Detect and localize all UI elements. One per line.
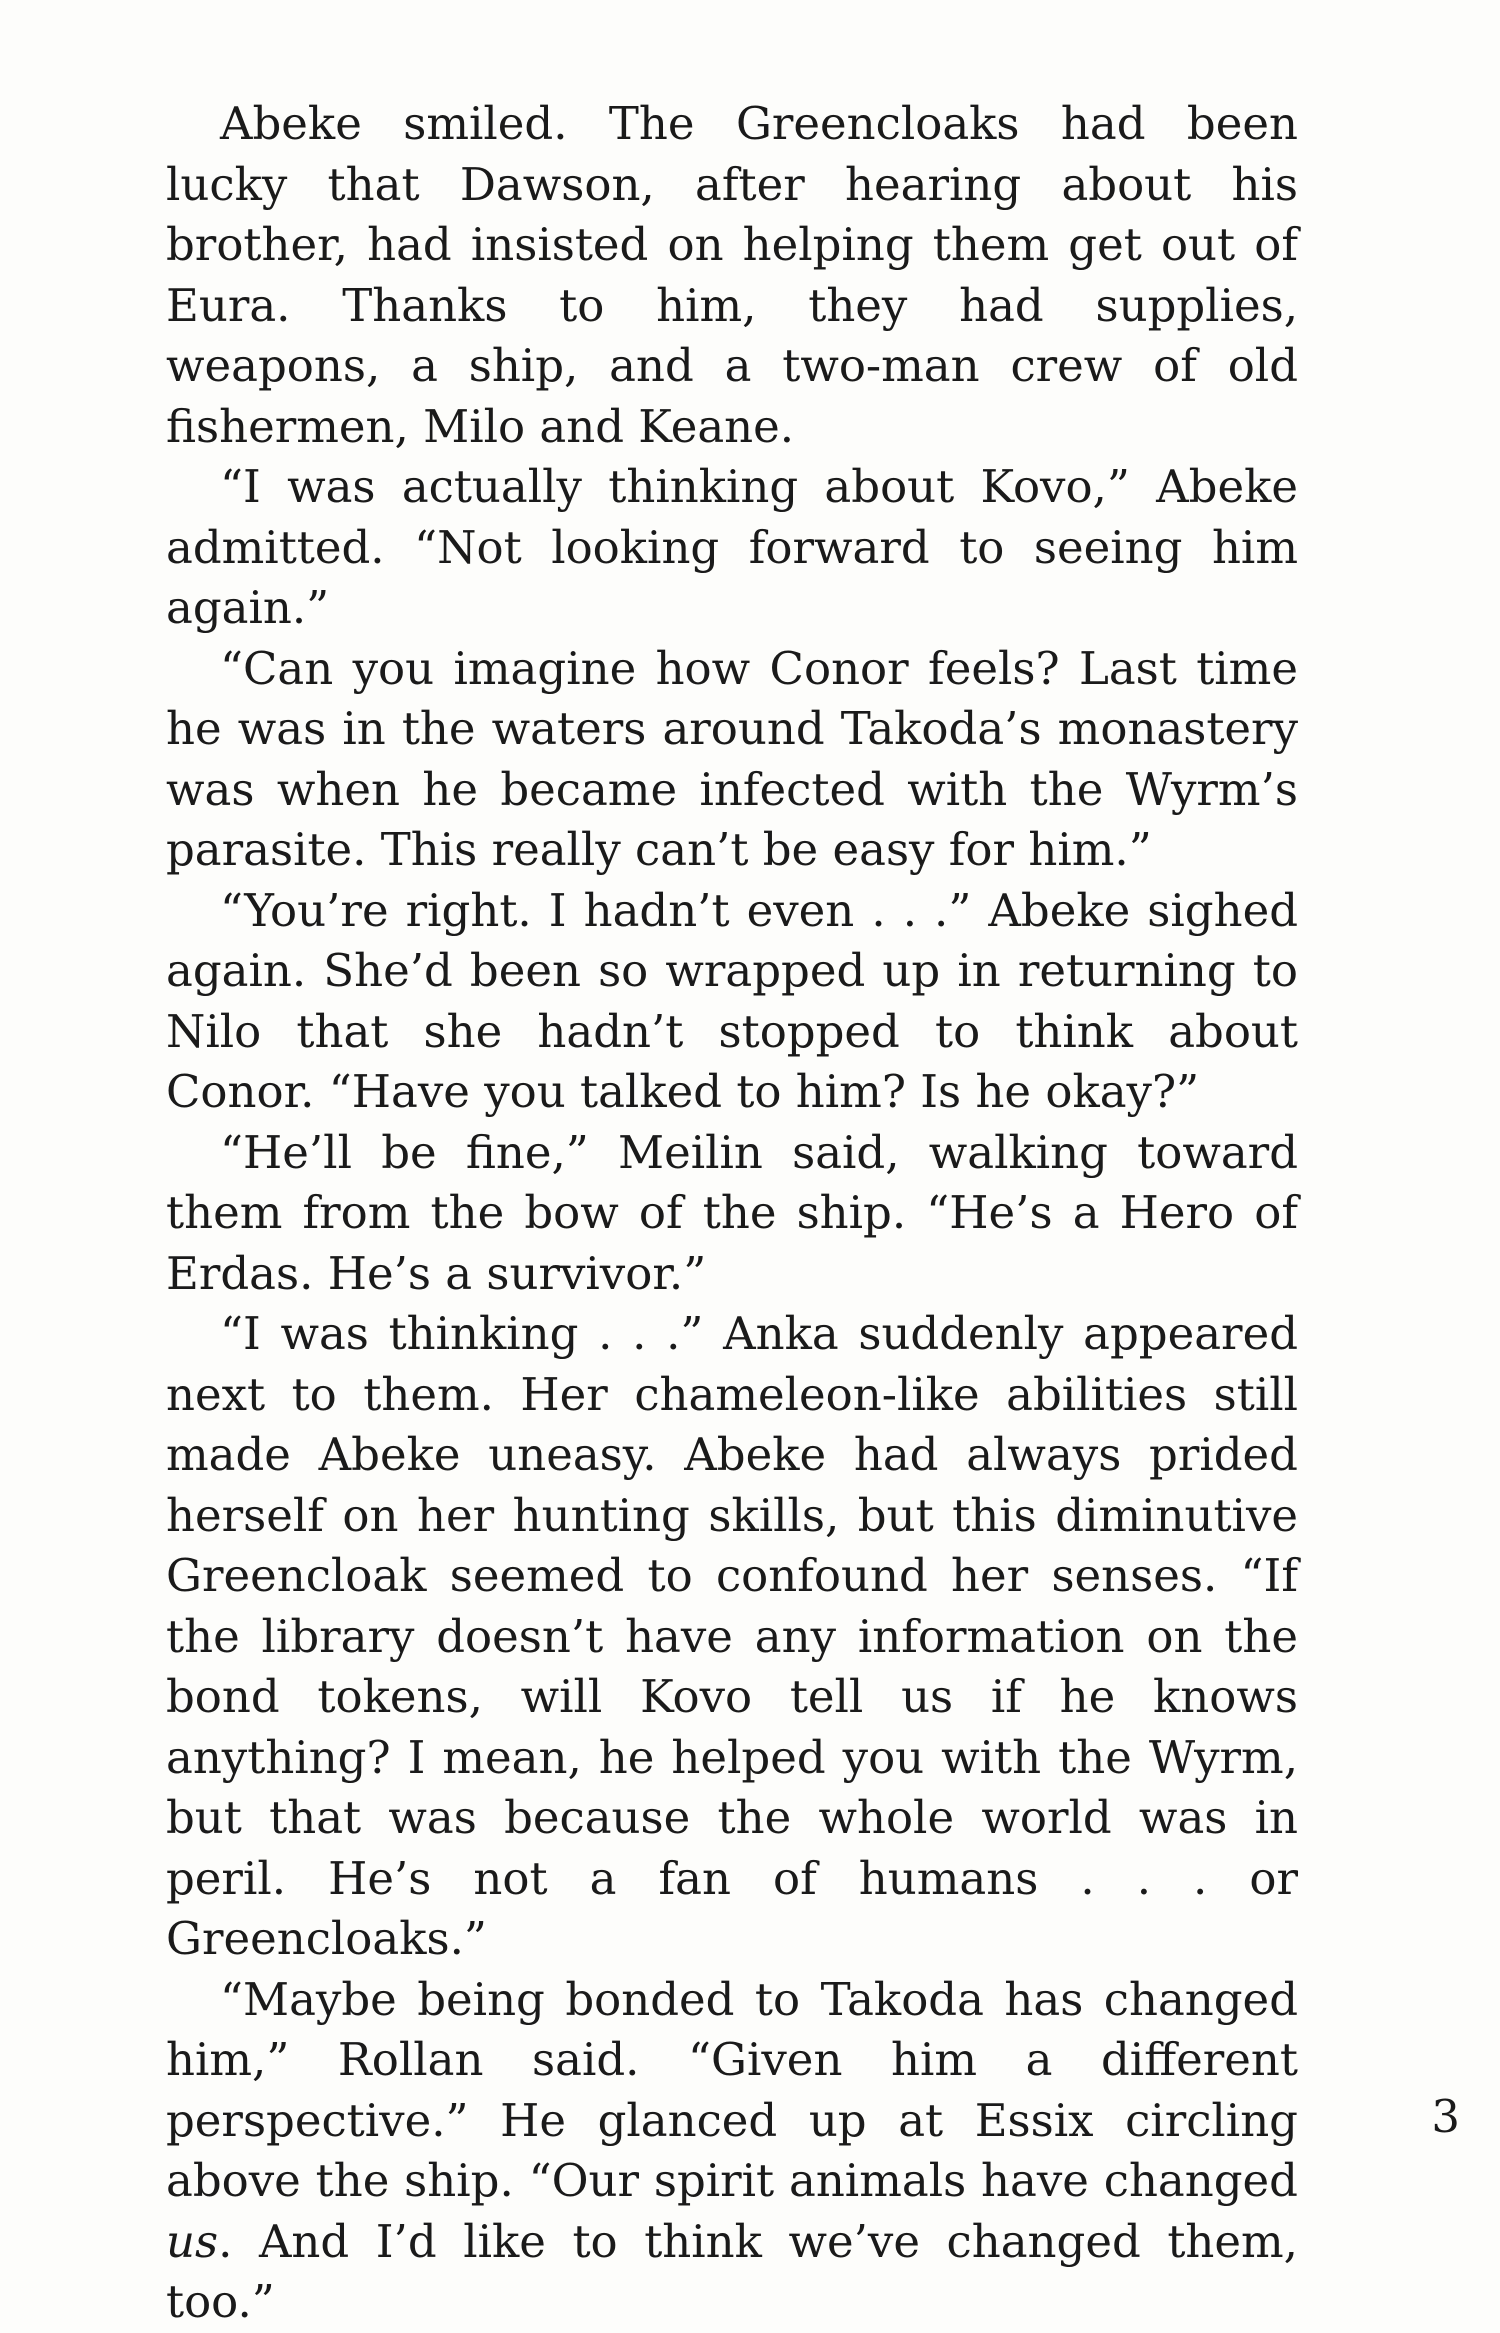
body-text [166,94,1298,2333]
paragraph: “I was actually thinking about Kovo,” Abeke admitted. “Not looking forward to seeing him again.” [166,460,1298,634]
paragraph: “He’ll be fine,” Meilin said, walking toward them from the bow of the ship. “He’s a Hero of Erdas. He’s a survivor.” [166,1125,1298,1300]
paragraph: “You’re right. I hadn’t even . . .” Abeke sighed again. She’d been so wrapped up in returning to Nilo that she hadn’t stopped to think about Conor. “Have you talked to him? Is he okay?” [166,883,1298,1118]
paragraph-last [166,1970,1298,2333]
paragraph: “I was thinking . . .” Anka suddenly appeared next to them. Her chameleon-like abilities still made Abeke uneasy. Abeke had always prided herself on her hunting skills, but this diminutive Greencloak seemed to confound her senses. “If the library doesn’t have any information on the bond tokens, will Kovo tell us if he knows anything? I mean, he helped you with the Wyrm, but that was because the whole world was in peril. He’s not a fan of humans . . . or Greencloaks.” [166,1307,1298,1965]
paragraph-text: . And I’d like to think we’ve changed them, too.” [166,2214,1298,2328]
paragraph: Abeke smiled. The Greencloaks had been lucky that Dawson, after hearing about his brother, had insisted on helping them get out of Eura. Thanks to him, they had supplies, weapons, a ship, and a two-man crew of old fishermen, Milo and Keane. [166,97,1298,453]
paragraph: “Can you imagine how Conor feels? Last time he was in the waters around Takoda’s monastery was when he became infected with the Wyrm’s parasite. This really can’t be easy for him.” [166,641,1298,876]
page-number: 3 [1431,2090,1460,2143]
italic-emphasis: us [166,2214,219,2268]
paragraph-text: “Maybe being bonded to Takoda has changed him,” Rollan said. “Given him a different perspective.” He glanced up at Essix circling above the ship. “Our spirit animals have changed [166,1972,1298,2207]
